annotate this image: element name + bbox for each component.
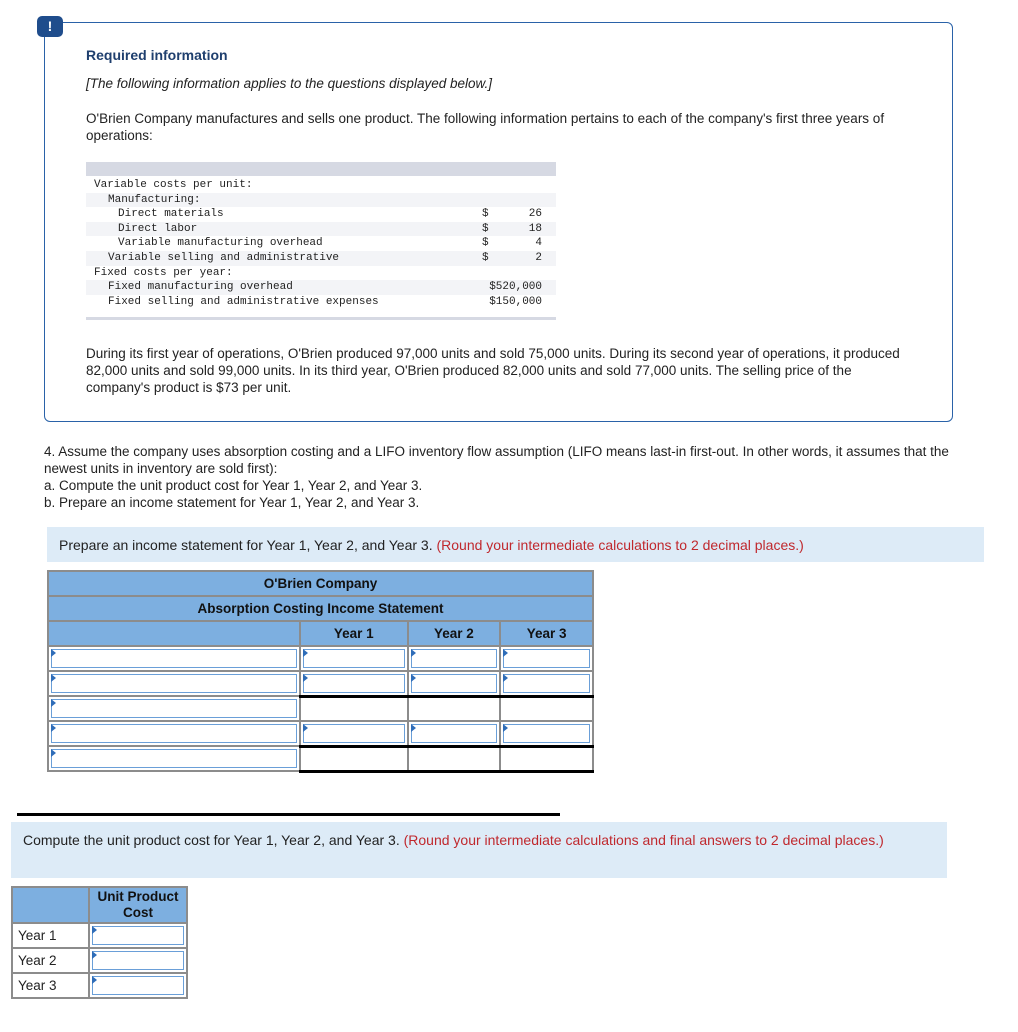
statement-row (48, 746, 593, 771)
dropdown-marker-icon (503, 674, 508, 682)
dropdown-marker-icon (92, 951, 97, 959)
cost-row (86, 193, 556, 208)
dropdown-marker-icon (92, 926, 97, 934)
unit-product-cost-table (11, 886, 188, 999)
unit-cost-row (12, 973, 187, 998)
unit-cost-instruction (11, 822, 947, 878)
income-statement-instruction (47, 527, 984, 562)
dropdown-marker-icon (92, 976, 97, 984)
cost-row (86, 178, 556, 193)
statement-row (48, 696, 593, 721)
col-unit-product-cost: Unit Product Cost (89, 887, 187, 923)
cost-value: $520,000 (489, 281, 542, 294)
required-info-heading: Required information (86, 47, 228, 63)
statement-row (48, 721, 593, 746)
cost-value: 2 (535, 252, 542, 264)
year-label: Year 2 (12, 948, 89, 973)
cost-label: Fixed costs per year: (94, 266, 233, 279)
line-item-select[interactable] (51, 674, 297, 693)
cost-label: Variable manufacturing overhead (118, 237, 323, 250)
amount-input-year-2[interactable] (411, 649, 498, 668)
amount-input-year-3[interactable] (503, 724, 590, 743)
dropdown-marker-icon (303, 649, 308, 657)
cost-row (86, 266, 556, 281)
cost-value: 4 (535, 237, 542, 250)
unit-cost-input[interactable] (92, 976, 184, 995)
income-statement-table (47, 570, 594, 773)
dropdown-marker-icon (51, 699, 56, 707)
dropdown-marker-icon (51, 724, 56, 732)
computed-cell (300, 746, 408, 771)
info-intro: O'Brien Company manufactures and sells one product. The following information pertains to each of the company's first three years of operations: (86, 111, 885, 143)
col-year-3: Year 3 (500, 621, 593, 646)
cost-row (86, 280, 556, 295)
unit-cost-input[interactable] (92, 951, 184, 970)
amount-input-year-3[interactable] (503, 649, 590, 668)
divider (17, 813, 560, 816)
statement-row (48, 671, 593, 696)
cost-label: Fixed manufacturing overhead (108, 281, 293, 294)
question-part-a: a. Compute the unit product cost for Year 1, Year 2, and Year 3. (44, 478, 423, 493)
instruction-text: Compute the unit product cost for Year 1, Year 2, and Year 3. (23, 832, 400, 848)
cost-label: Fixed selling and administrative expenses (108, 295, 379, 308)
cost-data-table (86, 162, 556, 320)
dropdown-marker-icon (303, 724, 308, 732)
unit-cost-row (12, 948, 187, 973)
cost-value: 18 (528, 222, 542, 235)
year-label: Year 3 (12, 973, 89, 998)
cost-row (86, 295, 556, 310)
dropdown-marker-icon (503, 724, 508, 732)
amount-input-year-1[interactable] (303, 649, 405, 668)
cost-label: Variable costs per unit: (94, 179, 253, 191)
dropdown-marker-icon (303, 674, 308, 682)
alert-icon: ! (37, 16, 63, 37)
cost-row (86, 222, 556, 237)
cost-label: Direct materials (118, 208, 224, 221)
cost-label: Manufacturing: (108, 193, 201, 206)
cost-row (86, 251, 556, 266)
instruction-text: Prepare an income statement for Year 1, Year 2, and Year 3. (59, 537, 433, 553)
production-info: During its first year of operations, O'Brien produced 97,000 units and sold 75,000 units. During its second year of operations, it produced 82,000 units and sold 99,000 units. In its third year, O'Brien produced 82,000 units and sold 77,000 units. The selling price of the company's product is $73 per unit. (86, 346, 900, 395)
amount-input-year-2[interactable] (411, 674, 498, 693)
dollar-sign: $ (482, 222, 489, 235)
dropdown-marker-icon (411, 649, 416, 657)
unit-cost-input[interactable] (92, 926, 184, 945)
computed-cell (500, 746, 593, 771)
computed-cell (300, 696, 408, 721)
cost-label: Direct labor (118, 222, 198, 235)
dropdown-marker-icon (51, 649, 56, 657)
line-item-select[interactable] (51, 649, 297, 668)
dropdown-marker-icon (411, 674, 416, 682)
unit-cost-row (12, 923, 187, 948)
amount-input-year-2[interactable] (411, 724, 498, 743)
question-text (44, 443, 964, 511)
amount-input-year-3[interactable] (503, 674, 590, 693)
col-year-1: Year 1 (300, 621, 408, 646)
dropdown-marker-icon (51, 674, 56, 682)
rounding-hint: (Round your intermediate calculations to 2 decimal places.) (436, 537, 804, 553)
statement-row (48, 646, 593, 671)
line-item-select[interactable] (51, 724, 297, 743)
dropdown-marker-icon (411, 724, 416, 732)
line-item-select[interactable] (51, 699, 297, 718)
col-year-2: Year 2 (408, 621, 501, 646)
cost-value: $150,000 (489, 295, 542, 308)
dropdown-marker-icon (503, 649, 508, 657)
dropdown-marker-icon (51, 749, 56, 757)
dollar-sign: $ (482, 252, 489, 264)
cost-row (86, 236, 556, 251)
dollar-sign: $ (482, 208, 489, 221)
computed-cell (500, 696, 593, 721)
company-name: O'Brien Company (48, 571, 593, 596)
cost-value: 26 (528, 208, 542, 221)
amount-input-year-1[interactable] (303, 674, 405, 693)
computed-cell (408, 746, 501, 771)
amount-input-year-1[interactable] (303, 724, 405, 743)
statement-title: Absorption Costing Income Statement (48, 596, 593, 621)
line-item-select[interactable] (51, 749, 297, 768)
question-part-b: b. Prepare an income statement for Year 1, Year 2, and Year 3. (44, 495, 420, 510)
computed-cell (408, 696, 501, 721)
year-label: Year 1 (12, 923, 89, 948)
cost-label: Variable selling and administrative (108, 252, 340, 264)
info-note: [The following information applies to the questions displayed below.] (86, 76, 492, 91)
cost-row (86, 207, 556, 222)
question-line: 4. Assume the company uses absorption costing and a LIFO inventory flow assumption (LIFO means last-in first-out. In other words, it assumes that the newest units in inventory are sold first): (44, 444, 949, 476)
rounding-hint: (Round your intermediate calculations and final answers to 2 decimal places.) (403, 832, 884, 848)
dollar-sign: $ (482, 237, 489, 250)
